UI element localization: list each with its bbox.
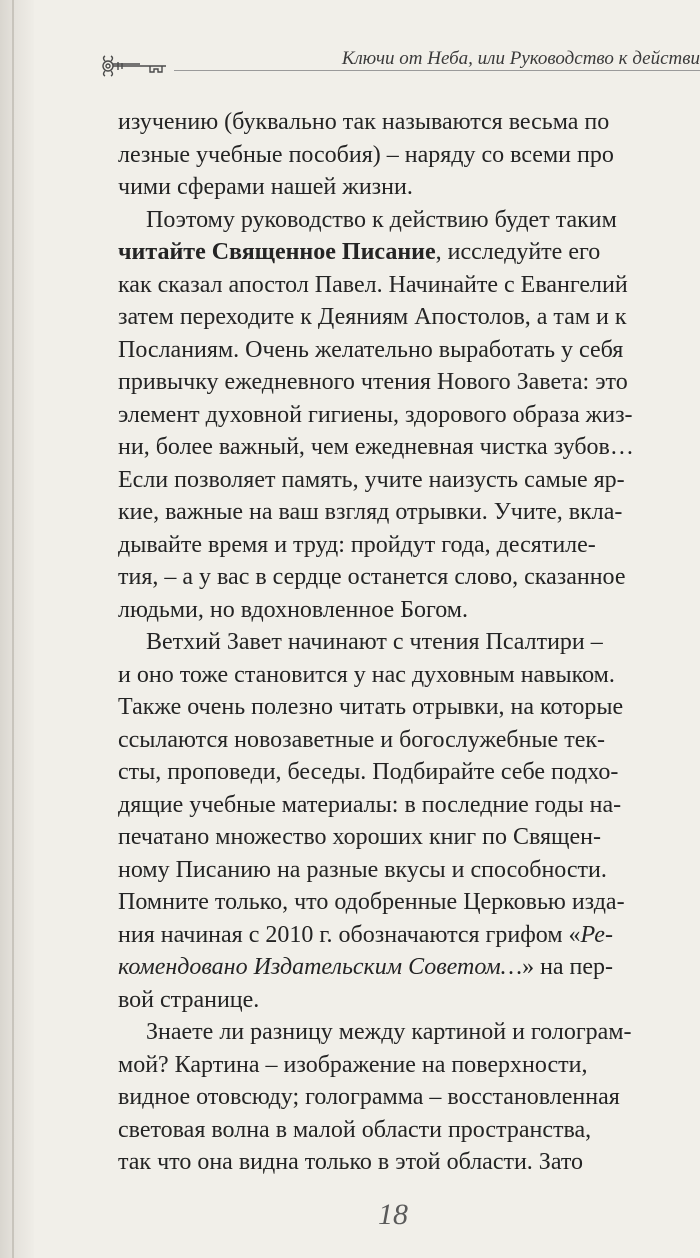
text-line: элемент духовной гигиены, здорового образа жиз- <box>118 401 633 428</box>
text-line: Знаете ли разницу между картиной и голограм- <box>146 1019 632 1045</box>
text-line: лезные учебные пособия) – наряду со всеми про <box>118 141 614 168</box>
text-line: ссылаются новозаветные и богослужебные тек- <box>118 726 605 753</box>
text-line: мой? Картина – изображение на поверхности, <box>118 1051 588 1078</box>
text-line: чими сферами нашей жизни. <box>118 174 413 200</box>
text-line: людьми, но вдохновленное Богом. <box>118 596 468 623</box>
text-line: затем переходите к Деяниям Апостолов, а там и к <box>118 304 627 330</box>
body-text <box>118 106 700 1179</box>
italic-phrase: Ре- <box>580 921 613 948</box>
key-icon <box>100 54 172 78</box>
text-line: тия, – а у вас в сердце останется слово, сказанное <box>118 564 626 590</box>
text-line: световая волна в малой области пространства, <box>118 1116 592 1143</box>
text-line: печатано множество хороших книг по Священ- <box>118 824 602 850</box>
text-line: Если позволяет память, учите наизусть самые яр- <box>118 466 625 493</box>
text-line: видное отовсюду; голограмма – восстановленная <box>118 1084 620 1110</box>
text-line <box>118 919 700 952</box>
text-line: ному Писанию на разные вкусы и способности. <box>118 856 607 883</box>
text-line: кие, важные на ваш взгляд отрывки. Учите, вкла- <box>118 499 623 525</box>
text-line: вой странице. <box>118 986 260 1013</box>
text-line: ни, более важный, чем ежедневная чистка зубов… <box>118 434 634 460</box>
text-line: как сказал апостол Павел. Начинайте с Евангелий <box>118 271 628 298</box>
text-line <box>118 951 700 984</box>
page-number: 18 <box>378 1198 408 1231</box>
text-line: дящие учебные материалы: в последние годы на- <box>118 791 622 818</box>
text-line: сты, проповеди, беседы. Подбирайте себе подхо- <box>118 759 619 785</box>
bold-phrase: читайте Священное Писание <box>118 239 436 265</box>
text-span: ния начиная с 2010 г. обозначаются грифом « <box>118 921 581 948</box>
italic-phrase: комендовано Издательским Советом… <box>118 954 523 980</box>
text-line <box>118 236 700 269</box>
header-rule <box>174 70 700 71</box>
page-edge <box>0 0 34 1258</box>
text-line: Посланиям. Очень желательно выработать у себя <box>118 336 624 363</box>
running-title: Ключи от Неба, или Руководство к действи <box>341 48 700 69</box>
text-line: Поэтому руководство к действию будет таким <box>146 206 617 233</box>
text-line: привычку ежедневного чтения Нового Завета: это <box>118 369 628 395</box>
text-line: Также очень полезно читать отрывки, на которые <box>118 694 624 720</box>
running-header <box>100 46 700 82</box>
page-edge-line <box>12 0 14 1258</box>
text-line: и оно тоже становится у нас духовным навыком. <box>118 661 615 688</box>
text-line: так что она видна только в этой области. Зато <box>118 1149 584 1175</box>
text-line: изучению (буквально так называются весьма по <box>118 109 610 135</box>
text-line: Помните только, что одобренные Церковью изда- <box>118 889 625 915</box>
text-line: дывайте время и труд: пройдут года, десятиле- <box>118 531 596 558</box>
text-span: , исследуйте его <box>435 239 601 265</box>
text-line: Ветхий Завет начинают с чтения Псалтири – <box>146 629 603 655</box>
text-span: » на пер- <box>522 954 614 980</box>
